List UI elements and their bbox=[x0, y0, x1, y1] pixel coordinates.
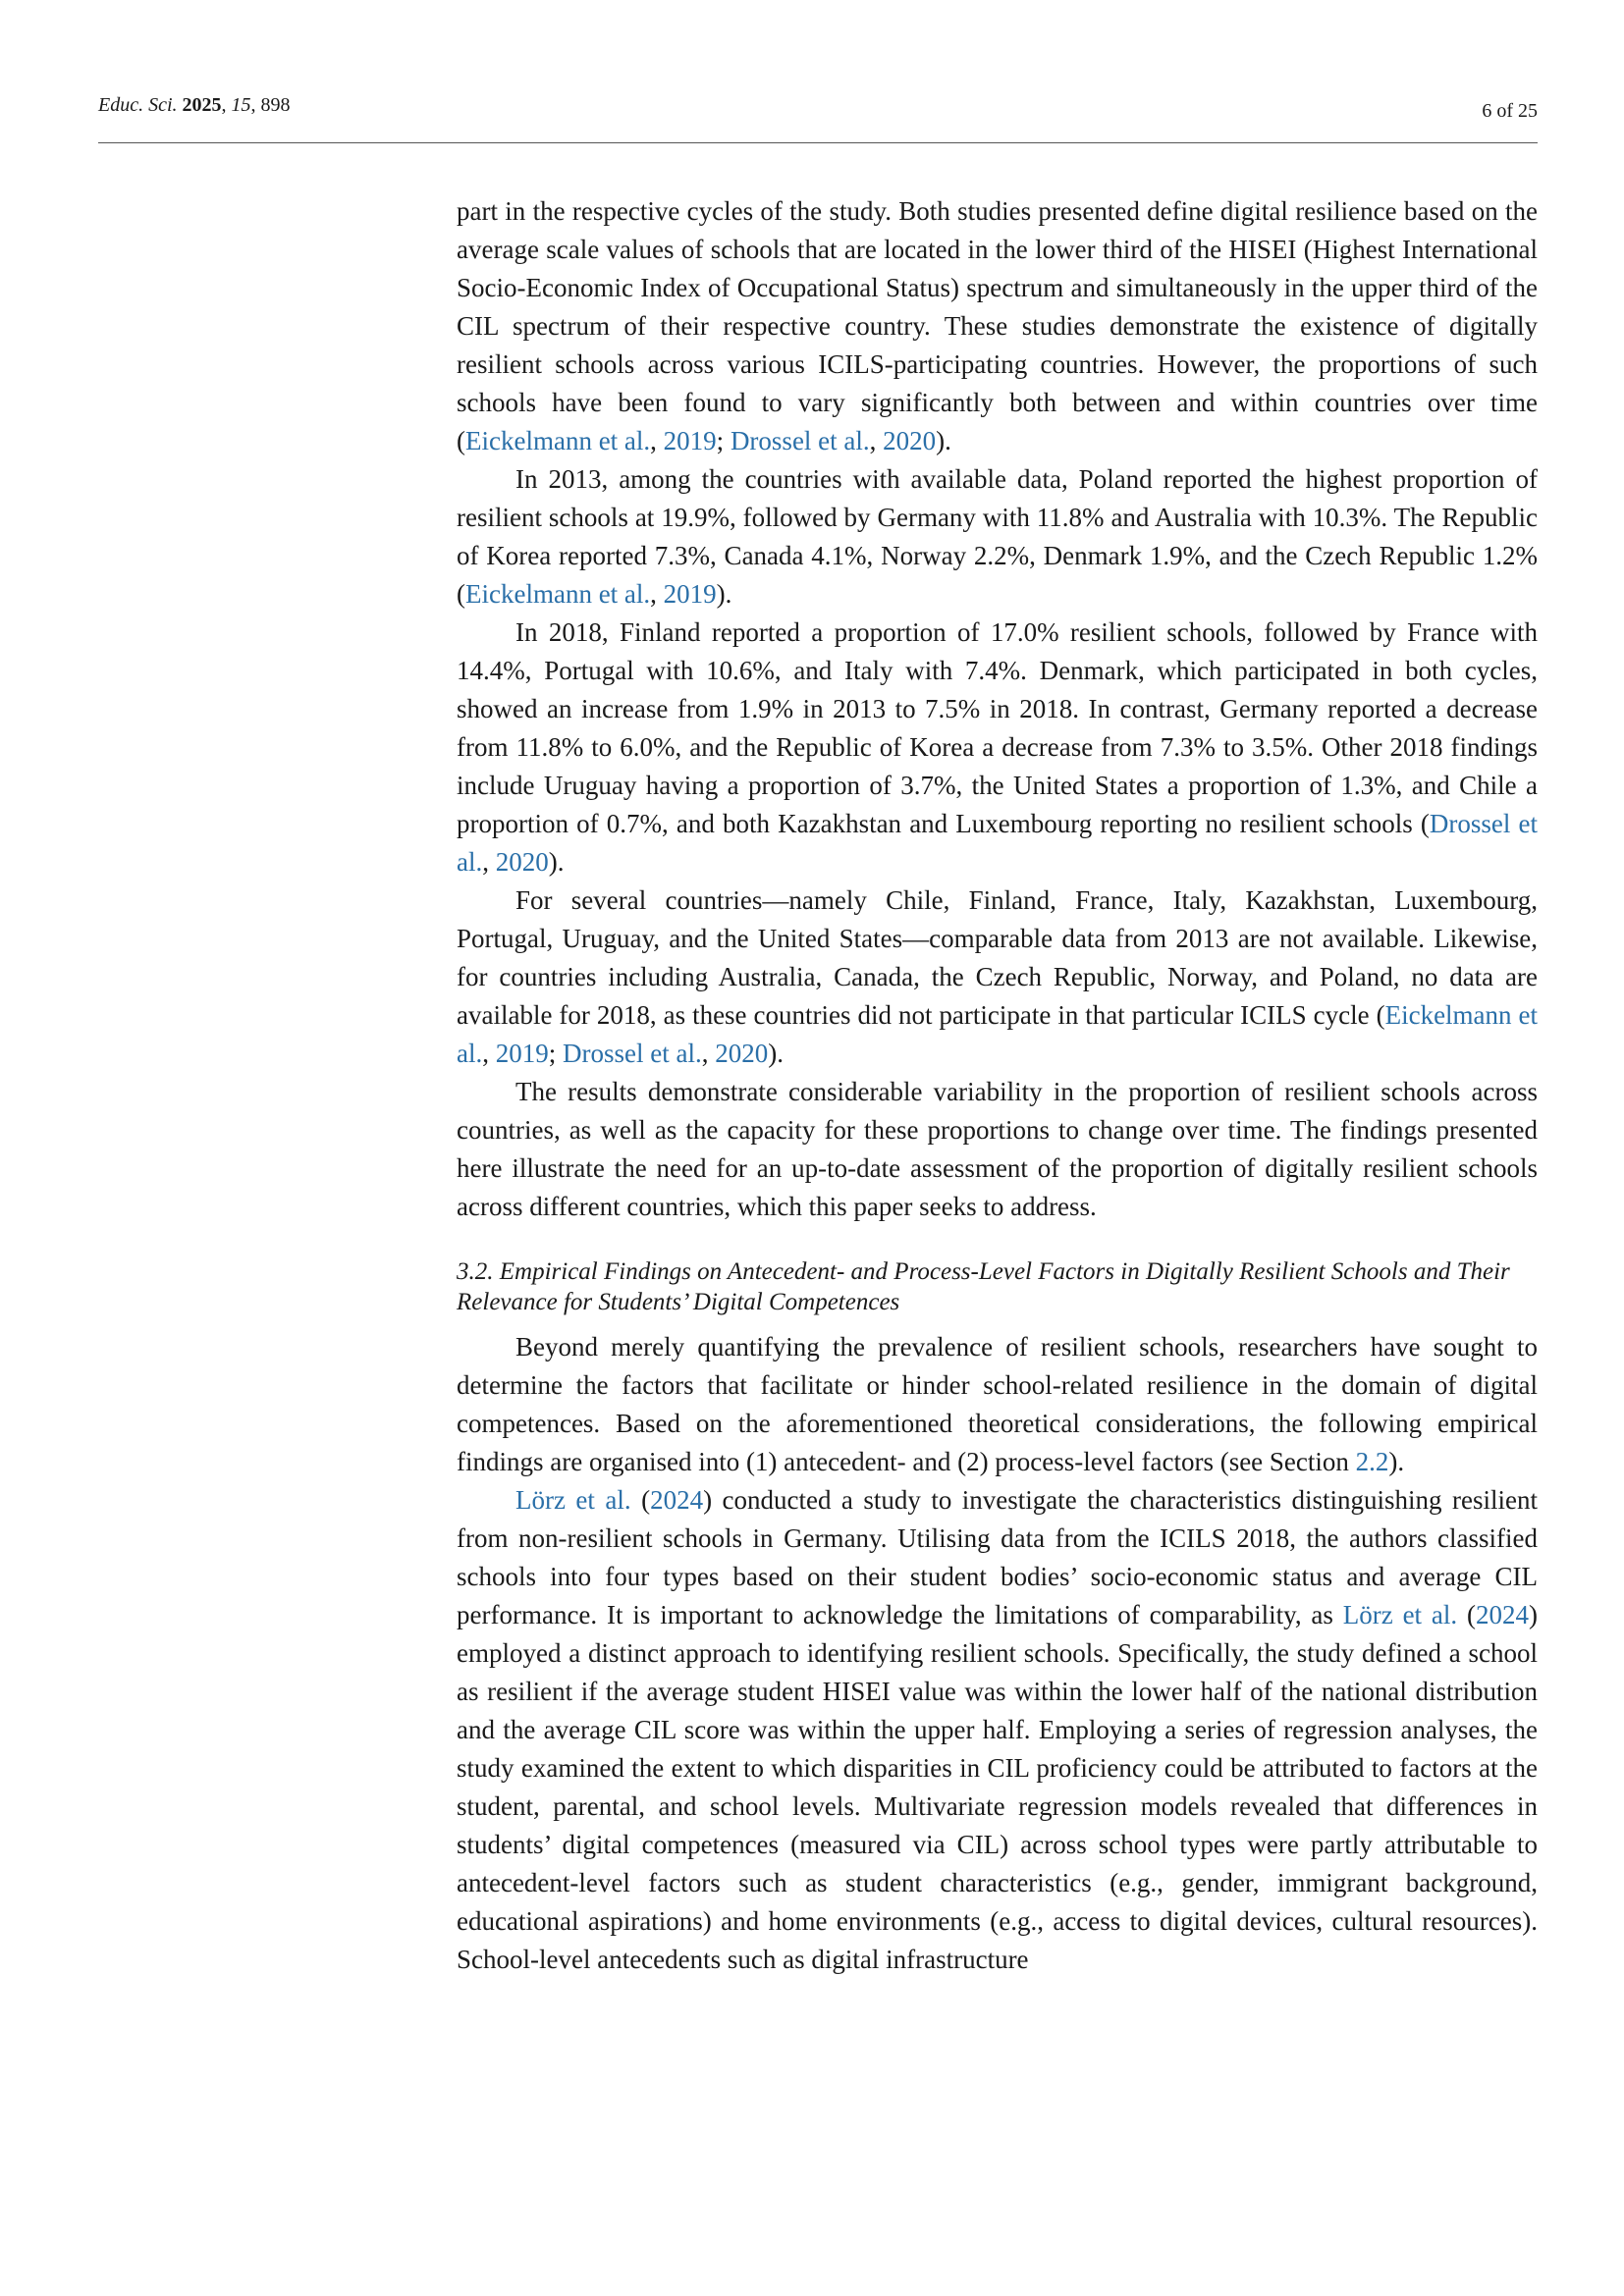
paragraph-1-text: part in the respective cycles of the study. Both studies presented define digital resilience based on the average scale values of schools that are located in the lower third of the HISEI (Highest International Socio-Economic Index of Occupational Status) spectrum and simultaneously in the upper third of the CIL spectrum of their respective country. These studies demonstrate the existence of digitally resilient schools across various ICILS-participating countries. However, the proportions of such schools have been found to vary significantly both between and within countries over time ( bbox=[457, 196, 1538, 455]
paragraph-4-text: For several countries—namely Chile, Finland, France, Italy, Kazakhstan, Luxembourg, Portugal, Uruguay, and the United States—comparable data from 2013 are not available. Likewise, for countries including Australia, Canada, the Czech Republic, Norway, and Poland, no data are available for 2018, as these countries did not participate in that particular ICILS cycle ( bbox=[457, 885, 1538, 1030]
citation-link[interactable]: Lörz et al. bbox=[515, 1485, 631, 1515]
paragraph-6-text: Beyond merely quantifying the prevalence of resilient schools, researchers have sought to determine the factors that facilitate or hinder school-related resilience in the domain of digital competences. Based on the aforementioned theoretical considerations, the following empirical findings are organised into (1) antecedent- and (2) process-level factors (see Section bbox=[457, 1332, 1538, 1476]
citation-link[interactable]: Eickelmann et al. bbox=[465, 579, 651, 609]
paragraph-end: ). bbox=[716, 579, 732, 609]
journal-volume: 15 bbox=[231, 94, 251, 116]
paragraph-4: For several countries—namely Chile, Finland, France, Italy, Kazakhstan, Luxembourg, Portugal, Uruguay, and the United States—comparable data from 2013 are not available. Likewise, for countries including Australia, Canada, the Czech Republic, Norway, and Poland, no data are available for 2018, as these countries did not participate in that particular ICILS cycle (Eickelmann et al., 2019; Drossel et al., 2020). bbox=[457, 885, 1539, 1068]
paragraph-5-text: The results demonstrate considerable variability in the proportion of resilient schools across countries, as well as the capacity for these proportions to change over time. The findings presented here illustrate the need for an up-to-date assessment of the proportion of digitally resilient schools across different countries, which this paper seeks to address. bbox=[457, 1077, 1538, 1221]
citation-link[interactable]: Eickelmann et al. bbox=[457, 1000, 1539, 1068]
citation-year-link[interactable]: 2020 bbox=[715, 1039, 769, 1068]
citation-link[interactable]: Eickelmann et al. bbox=[465, 426, 651, 455]
citation-link[interactable]: Lörz et al. bbox=[1342, 1600, 1458, 1629]
citation-year-link[interactable]: 2024 bbox=[1475, 1600, 1529, 1629]
citation-year-link[interactable]: 2020 bbox=[883, 426, 937, 455]
section-ref-link[interactable]: 2.2 bbox=[1355, 1447, 1389, 1476]
journal-citation: Educ. Sci. 2025, 15, 898 bbox=[98, 94, 291, 116]
paragraph-7: Lörz et al. (2024) conducted a study to investigate the characteristics distinguishing resilient from non-resilient schools in Germany. Utilising data from the ICILS 2018, the authors classified schools into four types based on their student bodies’ socio-economic status and average CIL performance. It is important to acknowledge the limitations of comparability, as Lörz et al. (2024) employed a distinct approach to identifying resilient schools. Specifically, the study defined a school as resilient if the average student HISEI value was within the lower half of the national distribution and the average CIL score was within the upper half. Employing a series of regression analyses, the study examined the extent to which disparities in CIL proficiency could be attributed to factors at the student, parental, and school levels. Multivariate regression models revealed that differences in students’ digital competences (measured via CIL) across school types were partly attributable to antecedent-level factors such as student characteristics (e.g., gender, immigrant background, educational aspirations) and home environments (e.g., access to digital devices, cultural resources). School-level antecedents such as digital infrastructure bbox=[457, 1485, 1538, 1974]
citation-link[interactable]: Drossel et al. bbox=[563, 1039, 702, 1068]
citation-year-link[interactable]: 2019 bbox=[495, 1039, 549, 1068]
paragraph-end: ). bbox=[768, 1039, 784, 1068]
paragraph-2-text: In 2013, among the countries with available data, Poland reported the highest proportion of resilient schools at 19.9%, followed by Germany with 11.8% and Australia with 10.3%. The Republic of Korea reported 7.3%, Canada 4.1%, Norway 2.2%, Denmark 1.9%, and the Czech Republic 1.2% ( bbox=[457, 464, 1538, 609]
paragraph-end: ). bbox=[548, 847, 565, 877]
paragraph-7-text-cont: employed a distinct approach to identifying resilient schools. Specifically, the study defined a school as resilient if the average student HISEI value was within the lower half of the national distribution and the average CIL score was within the upper half. Employing a series of regression analyses, the study examined the extent to which disparities in CIL proficiency could be attributed to factors at the student, parental, and school levels. Multivariate regression models revealed that differences in students’ digital competences (measured via CIL) across school types were partly attributable to antecedent-level factors such as student characteristics (e.g., gender, immigrant background, educational aspirations) and home environments (e.g., access to digital devices, cultural resources). School-level antecedents such as digital infrastructure bbox=[457, 1638, 1538, 1974]
citation-year-link[interactable]: 2019 bbox=[663, 579, 717, 609]
paragraph-2: In 2013, among the countries with available data, Poland reported the highest proportion of resilient schools at 19.9%, followed by Germany with 11.8% and Australia with 10.3%. The Republic of Korea reported 7.3%, Canada 4.1%, Norway 2.2%, Denmark 1.9%, and the Czech Republic 1.2% (Eickelmann et al., 2019). bbox=[457, 464, 1538, 609]
paragraph-1: part in the respective cycles of the study. Both studies presented define digital resilience based on the average scale values of schools that are located in the lower third of the HISEI (Highest International Socio-Economic Index of Occupational Status) spectrum and simultaneously in the upper third of the CIL spectrum of their respective country. These studies demonstrate the existence of digitally resilient schools across various ICILS-participating countries. However, the proportions of such schools have been found to vary significantly both between and within countries over time (Eickelmann et al., 2019; Drossel et al., 2020). bbox=[457, 196, 1538, 455]
page-header bbox=[98, 88, 1538, 143]
citation-link[interactable]: Drossel et al. bbox=[730, 426, 870, 455]
paragraph-3: In 2018, Finland reported a proportion of 17.0% resilient schools, followed by France with 14.4%, Portugal with 10.6%, and Italy with 7.4%. Denmark, which participated in both cycles, showed an increase from 1.9% in 2013 to 7.5% in 2018. In contrast, Germany reported a decrease from 11.8% to 6.0%, and the Republic of Korea a decrease from 7.3% to 3.5%. Other 2018 findings include Uruguay having a proportion of 3.7%, the United States a proportion of 1.3%, and Chile a proportion of 0.7%, and both Kazakhstan and Luxembourg reporting no resilient schools (Drossel et al., 2020). bbox=[457, 617, 1538, 877]
journal-name: Educ. Sci. bbox=[98, 94, 178, 116]
journal-year: 2025 bbox=[182, 94, 222, 116]
page-number: 6 of 25 bbox=[1482, 100, 1538, 122]
article-number: 898 bbox=[260, 94, 291, 116]
paragraph-3-text: In 2018, Finland reported a proportion of 17.0% resilient schools, followed by France with 14.4%, Portugal with 10.6%, and Italy with 7.4%. Denmark, which participated in both cycles, showed an increase from 1.9% in 2013 to 7.5% in 2018. In contrast, Germany reported a decrease from 11.8% to 6.0%, and the Republic of Korea a decrease from 7.3% to 3.5%. Other 2018 findings include Uruguay having a proportion of 3.7%, the United States a proportion of 1.3%, and Chile a proportion of 0.7%, and both Kazakhstan and Luxembourg reporting no resilient schools ( bbox=[457, 617, 1538, 838]
paragraph-end: ). bbox=[1388, 1447, 1405, 1476]
citation-year-link[interactable]: 2024 bbox=[650, 1485, 704, 1515]
citation-link[interactable]: Drossel et al. bbox=[457, 809, 1538, 877]
section-heading: 3.2. Empirical Findings on Antecedent- and Process-Level Factors in Digitally Resilient Schools and Their Relevance for Students’ Digital Competences bbox=[457, 1258, 1510, 1315]
paragraph-6 bbox=[457, 1328, 1538, 1481]
citation-year-link[interactable]: 2019 bbox=[663, 426, 717, 455]
paragraph-end: ). bbox=[936, 426, 951, 455]
citation-year-link[interactable]: 2020 bbox=[495, 847, 549, 877]
paragraph-7-text: conducted a study to investigate the characteristics distinguishing resilient from non-resilient schools in Germany. Utilising data from the ICILS 2018, the authors classified schools into four types based on their student bodies’ socio-economic status and average CIL performance. It is important to acknowledge the limitations of comparability, as bbox=[457, 1485, 1538, 1629]
body-text bbox=[457, 192, 1538, 1979]
paragraph-5 bbox=[457, 1073, 1538, 1226]
